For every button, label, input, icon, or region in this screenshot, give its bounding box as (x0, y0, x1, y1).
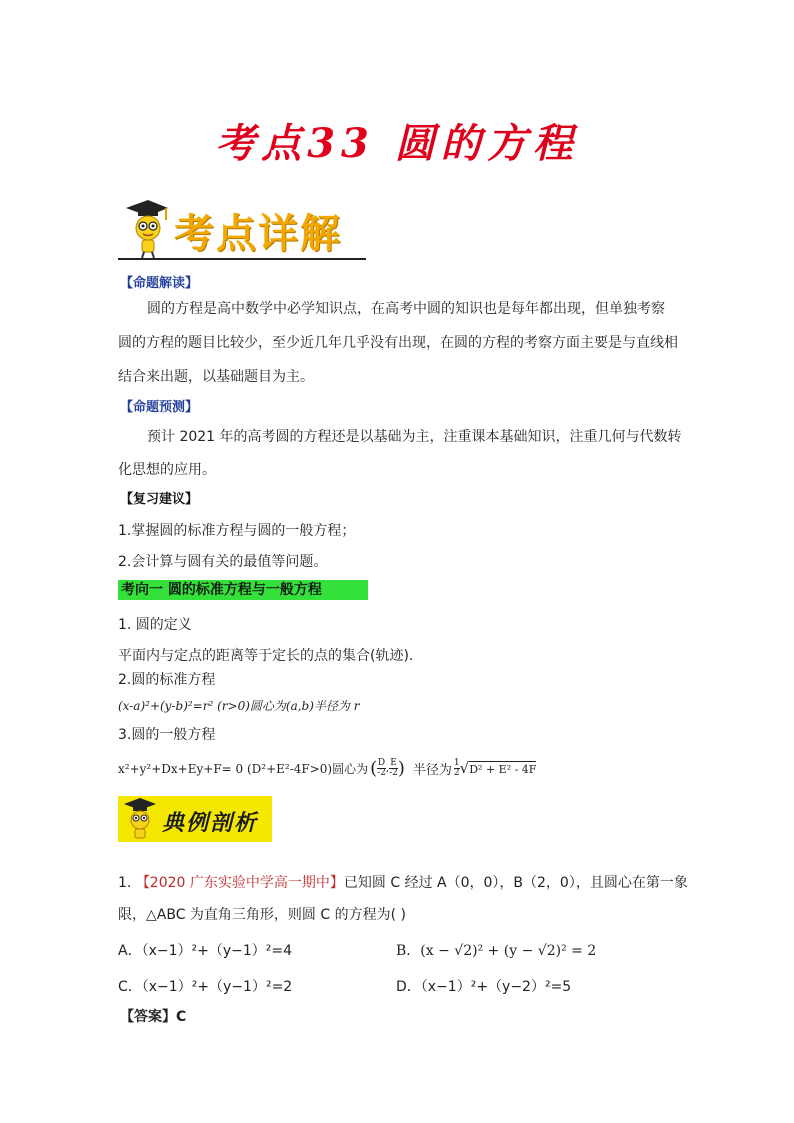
option-b: B．(x − √2)² + (y − √2)² = 2 (396, 943, 597, 959)
center-x-numerator: D (377, 757, 386, 768)
question-text-2: 限，△ABC 为直角三角形，则圆 C 的方程为( ) (118, 907, 406, 923)
section-divider (118, 258, 366, 260)
comma: , (385, 762, 390, 774)
example-banner (118, 796, 272, 842)
general-equation-title: 3.圆的一般方程 (118, 727, 216, 743)
option-c: C．（x−1）²+（y−1）²=2 (118, 979, 293, 995)
center-y-denominator: -2 (389, 767, 398, 778)
close-paren: ) (397, 757, 405, 779)
prediction-line-1: 预计 2021 年的高考圆的方程还是以基础为主，注重课本基础知识，注重几何与代数转 (147, 429, 682, 445)
interpretation-line-2: 圆的方程的题目比较少，至少近几年几乎没有出现，在圆的方程的考察方面主要是与直线相 (118, 335, 678, 351)
option-a: A．（x−1）²+（y−1）²=4 (118, 943, 293, 959)
center-x-fraction (377, 759, 386, 778)
option-d: D．（x−1）²+（y−2）²=5 (396, 979, 572, 995)
radius-radicand: D² + E² - 4F (469, 762, 537, 776)
review-item-1: 1.掌握圆的标准方程与圆的一般方程； (118, 523, 356, 539)
radius-denominator: 2 (453, 767, 460, 778)
general-equation (118, 756, 536, 780)
section-banner-label: 考点详解 (174, 210, 342, 257)
question-source: 【2020 广东实验中学高一期中】 (135, 875, 344, 891)
example-banner-label: 典例剖析 (162, 810, 259, 836)
sqrt-icon: √ (459, 759, 470, 777)
radius-label: 半径为 (412, 762, 452, 778)
answer: 【答案】C (120, 1009, 187, 1025)
center-x-denominator: -2 (377, 767, 386, 778)
interpretation-header: 【命题解读】 (120, 276, 199, 291)
question-stem-line-1 (118, 872, 688, 892)
definition-text: 平面内与定点的距离等于定长的点的集合(轨迹). (118, 648, 414, 664)
prediction-header: 【命题预测】 (120, 400, 199, 415)
review-item-2: 2.会计算与圆有关的最值等问题。 (118, 554, 328, 570)
radius-numerator: 1 (453, 757, 460, 768)
prediction-line-2: 化思想的应用。 (118, 462, 216, 478)
center-y-numerator: E (390, 757, 397, 768)
center-y-fraction (389, 759, 398, 778)
interpretation-line-3: 结合来出题，以基础题目为主。 (118, 369, 314, 385)
topic-label: 考向一 圆的标准方程与一般方程 (118, 580, 368, 600)
page-title: 考点33 圆的方程 (215, 120, 579, 167)
scholar-mascot-icon (120, 796, 160, 842)
scholar-mascot-icon (118, 196, 170, 258)
section-banner (118, 196, 366, 260)
question-text-1: 已知圆 C 经过 A（0，0），B（2，0），且圆心在第一象 (343, 875, 688, 891)
standard-equation-title: 2.圆的标准方程 (118, 672, 216, 688)
question-number: 1. (118, 875, 132, 891)
general-equation-prefix: x²+y²+Dx+Ey+F= 0 (D²+E²-4F>0)圆心为 (118, 761, 369, 776)
definition-title: 1. 圆的定义 (118, 617, 192, 633)
open-paren: ( (370, 757, 378, 779)
review-header: 【复习建议】 (120, 492, 199, 507)
standard-equation: (x-a)²+(y-b)²=r² (r>0)圆心为(a,b)半径为 r (118, 699, 360, 713)
interpretation-line-1: 圆的方程是高中数学中必学知识点，在高考中圆的知识也是每年都出现，但单独考察 (147, 301, 665, 317)
